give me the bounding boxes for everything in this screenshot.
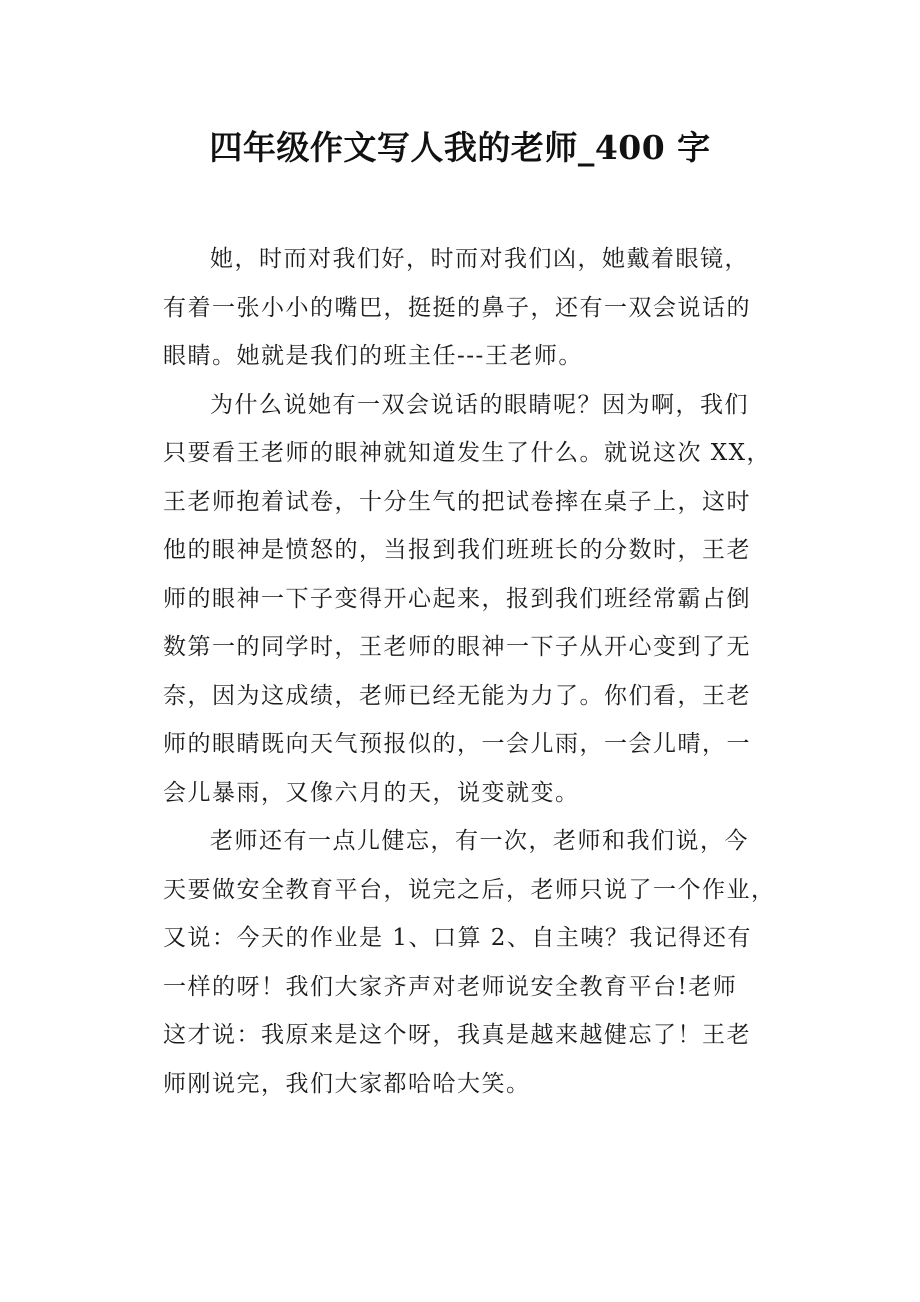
paragraph-2-line: 师的眼神一下子变得开心起来，报到我们班经常霸占倒 [163,585,751,612]
paragraph-2-line: 数第一的同学时，王老师的眼神一下子从开心变到了无 [163,634,751,660]
paragraph-2-line: 王老师抱着试卷，十分生气的把试卷摔在桌子上，这时 [163,488,751,515]
paragraph-3-line: 一样的呀！我们大家齐声对老师说安全教育平台!老师 [163,973,738,1000]
paragraph-3-line: 老师还有一点儿健忘，有一次，老师和我们说，今 [210,828,749,854]
paragraph-3-line: 又说：今天的作业是 1、口算 2、自主咦？我记得还有 [163,925,752,951]
paragraph-1-line: 有着一张小小的嘴巴，挺挺的鼻子，还有一双会说话的 [163,294,751,321]
paragraph-2-line: 会儿暴雨，又像六月的天，说变就变。 [163,779,580,806]
document-body [163,235,776,1108]
paragraph-1-line: 她，时而对我们好，时而对我们凶，她戴着眼镜， [210,246,749,272]
paragraph-1-line: 眼睛。她就是我们的班主任---王老师。 [163,343,583,369]
document-title: 四年级作文写人我的老师_400 字 [209,128,711,167]
paragraph-3-line: 天要做安全教育平台，说完之后，老师只说了一个作业， [163,876,776,903]
paragraph-3-line: 这才说：我原来是这个呀，我真是越来越健忘了！王老 [163,1022,751,1048]
paragraph-2-line: 为什么说她有一双会说话的眼睛呢？因为啊，我们 [210,391,749,418]
paragraph-2-line: 奈，因为这成绩，老师已经无能为力了。你们看，王老 [163,682,751,709]
paragraph-2-line: 只要看王老师的眼神就知道发生了什么。就说这次 XX， [163,440,772,466]
paragraph-2-line: 师的眼睛既向天气预报似的，一会儿雨，一会儿晴，一 [163,731,751,757]
paragraph-2-line: 他的眼神是愤怒的，当报到我们班班长的分数时，王老 [163,537,751,563]
paragraph-3-line: 师刚说完，我们大家都哈哈大笑。 [163,1070,531,1097]
